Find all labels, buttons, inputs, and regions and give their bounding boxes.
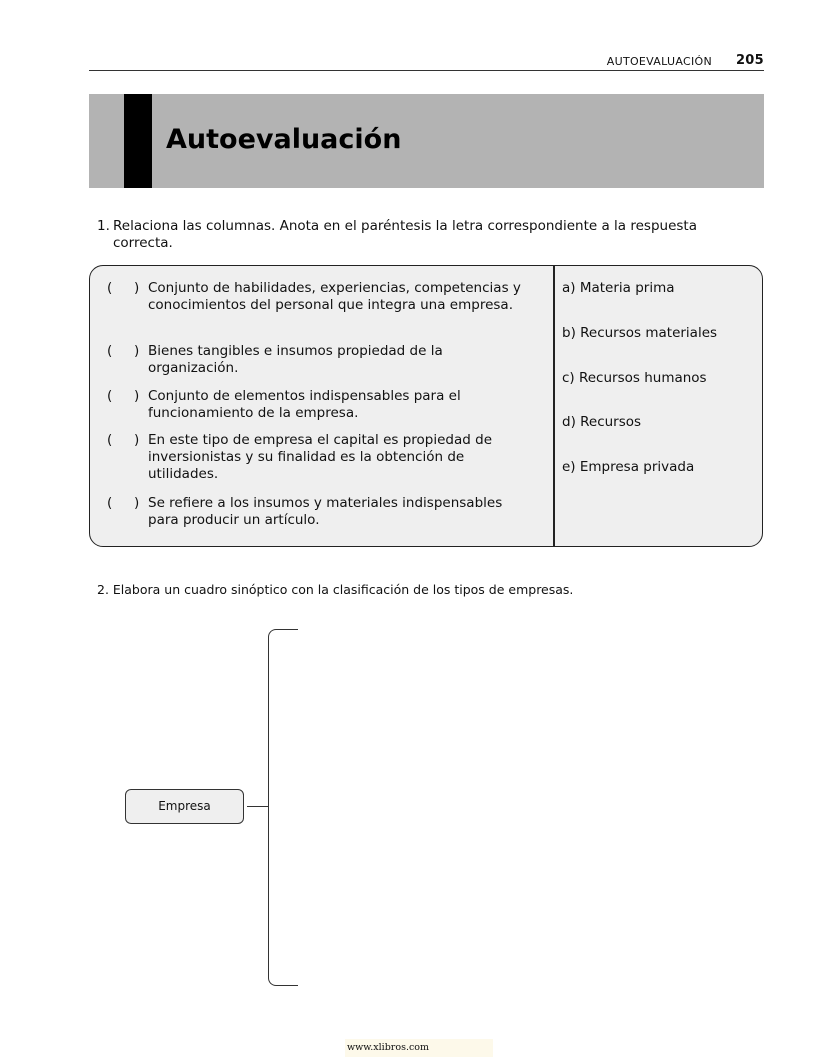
left-item-5 [107,495,537,529]
running-head-title: AUTOEVALUACIÓN [606,55,712,68]
section-banner [89,94,764,188]
left-item-2-text: Bienes tangibles e insumos propiedad de la organización. [148,343,443,376]
left-item-2 [107,343,537,377]
question-2-text: 2. Elabora un cuadro sinóptico con la clasificación de los tipos de empresas. [97,582,574,597]
option-c: c) Recursos humanos [562,370,707,386]
answer-blank-1[interactable]: ( [107,280,113,296]
option-a: a) Materia prima [562,280,675,296]
question-1 [97,218,737,252]
answer-blank-2-close: ) [134,343,140,359]
left-item-5-text: Se refiere a los insumos y materiales indispensables para producir un artículo. [148,495,503,528]
answer-blank-5[interactable]: ( [107,495,113,511]
running-head [89,54,764,71]
matching-table [89,265,763,547]
footer-watermark-text: www.xlibros.com [347,1042,430,1053]
synoptic-connector-line [247,806,268,807]
left-item-4 [107,432,537,483]
answer-blank-1-close: ) [134,280,140,296]
answer-blank-5-close: ) [134,495,140,511]
answer-blank-4-close: ) [134,432,140,448]
banner-accent-bar [124,94,152,188]
footer-watermark [345,1039,493,1057]
synoptic-brace [268,629,298,986]
page-title: Autoevaluación [166,124,402,155]
left-item-3 [107,388,537,422]
option-d: d) Recursos [562,414,642,430]
option-b: b) Recursos materiales [562,325,718,341]
answer-blank-2[interactable]: ( [107,343,113,359]
answer-blank-3-close: ) [134,388,140,404]
question-1-number: 1. [97,218,110,234]
option-e: e) Empresa privada [562,459,695,475]
answer-blank-3[interactable]: ( [107,388,113,404]
answer-blank-4[interactable]: ( [107,432,113,448]
page-number: 205 [735,53,764,68]
synoptic-root-box: Empresa [125,789,244,824]
left-item-3-text: Conjunto de elementos indispensables para el funcionamiento de la empresa. [148,388,461,421]
left-item-1 [107,280,537,314]
column-divider [553,266,555,546]
left-item-1-text: Conjunto de habilidades, experiencias, competencias y conocimientos del personal que integra una empresa. [148,280,521,313]
left-item-4-text: En este tipo de empresa el capital es propiedad de inversionistas y su finalidad es la obtención de utilidades. [148,432,493,482]
question-1-text: Relaciona las columnas. Anota en el paréntesis la letra correspondiente a la respuesta correcta. [113,218,697,251]
